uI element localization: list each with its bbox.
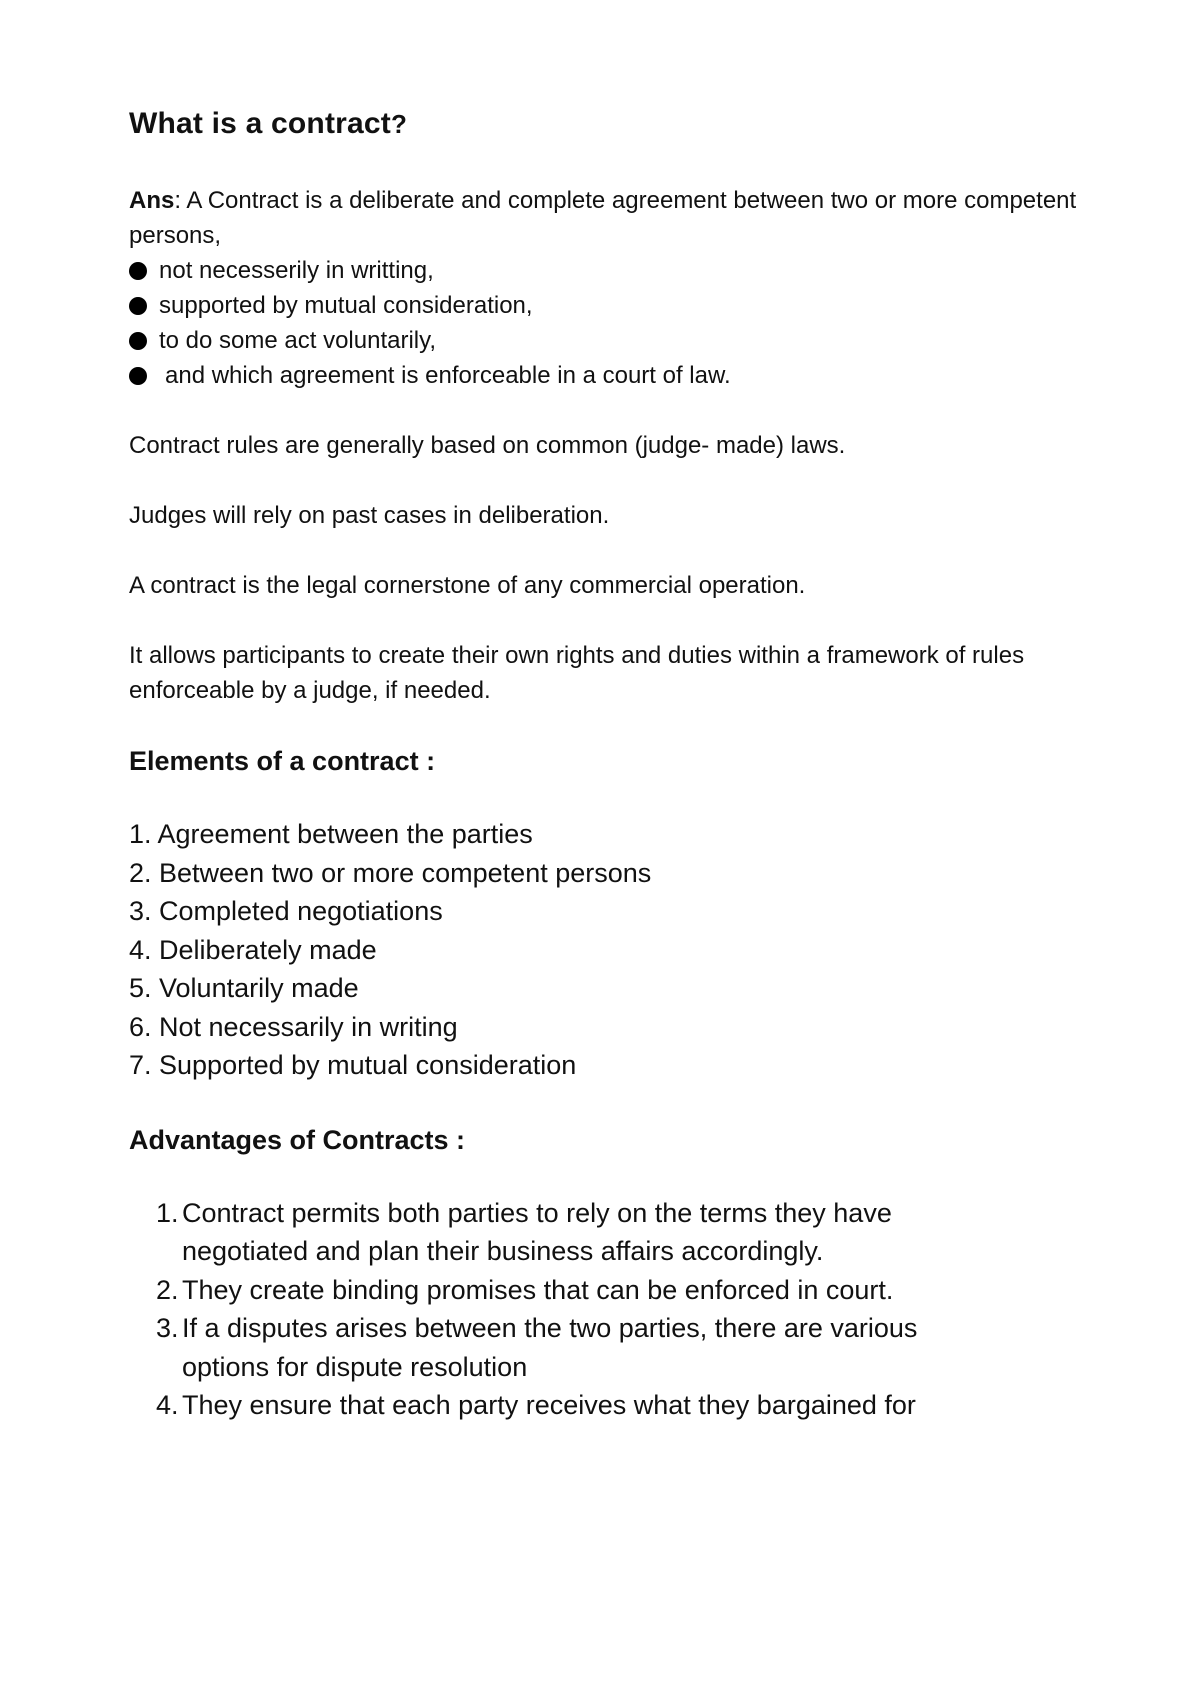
list-item: 2. Between two or more competent persons — [129, 857, 652, 888]
list-item-text: They create binding promises that can be enforced in court. — [182, 1274, 894, 1305]
advantages-list — [129, 1194, 1089, 1425]
bullet-dot-icon — [129, 297, 147, 315]
answer-paragraph — [129, 183, 1089, 253]
list-item: 1. Agreement between the parties — [129, 819, 533, 849]
list-item-number: 1. — [156, 1197, 179, 1228]
list-item-text: If a disputes arises between the two parties, there are various options for dispute resolution — [182, 1313, 918, 1382]
paragraph-cornerstone: A contract is the legal cornerstone of any commercial operation. — [129, 572, 806, 599]
list-item — [156, 1386, 976, 1425]
bullet-text: supported by mutual consideration, — [159, 292, 533, 319]
bullet-dot-icon — [129, 262, 147, 280]
bullet-text: and which agreement is enforceable in a court of law. — [165, 362, 731, 389]
answer-label: Ans — [129, 187, 175, 214]
list-item — [156, 1271, 976, 1310]
document-content — [129, 102, 1089, 1425]
list-item-text: Contract permits both parties to rely on the terms they have negotiated and plan their business affairs accordingly. — [182, 1197, 892, 1266]
answer-text: : A Contract is a deliberate and complete agreement between two or more competent persons, — [129, 187, 1077, 249]
bullet-item — [129, 323, 1089, 358]
elements-list — [129, 815, 1089, 1085]
page-title — [129, 102, 1089, 146]
bullet-item — [129, 253, 1089, 288]
list-item: 4. Deliberately made — [129, 934, 377, 965]
bullet-dot-icon — [129, 367, 147, 385]
bullet-item — [129, 358, 1089, 393]
list-item: 3. Completed negotiations — [129, 896, 443, 926]
paragraph-common-law: Contract rules are generally based on common (judge- made) laws. — [129, 432, 846, 459]
list-item-number: 4. — [156, 1390, 179, 1420]
elements-heading: Elements of a contract : — [129, 746, 436, 776]
bullet-text: to do some act voluntarily, — [159, 327, 437, 354]
bullet-dot-icon — [129, 332, 147, 350]
list-item — [156, 1309, 976, 1386]
title-question-mark: ? — [390, 109, 408, 139]
paragraph-rights-duties: It allows participants to create their own rights and duties within a framework of rules enforceable by a judge, if needed. — [129, 642, 1025, 704]
title-text: What is a contract — [129, 107, 391, 140]
list-item-number: 2. — [156, 1274, 179, 1305]
paragraph-past-cases: Judges will rely on past cases in deliberation. — [129, 502, 610, 529]
list-item-number: 3. — [156, 1313, 179, 1343]
bullet-text: not necesserily in writting, — [159, 257, 434, 284]
list-item: 5. Voluntarily made — [129, 973, 359, 1003]
list-item: 7. Supported by mutual consideration — [129, 1050, 577, 1080]
advantages-heading: Advantages of Contracts : — [129, 1124, 466, 1155]
bullet-item — [129, 288, 1089, 323]
list-item-text: They ensure that each party receives what they bargained for — [182, 1390, 916, 1420]
list-item: 6. Not necessarily in writing — [129, 1011, 458, 1042]
answer-bullet-list — [129, 253, 1089, 393]
list-item — [156, 1194, 976, 1271]
answer-block — [129, 183, 1089, 393]
